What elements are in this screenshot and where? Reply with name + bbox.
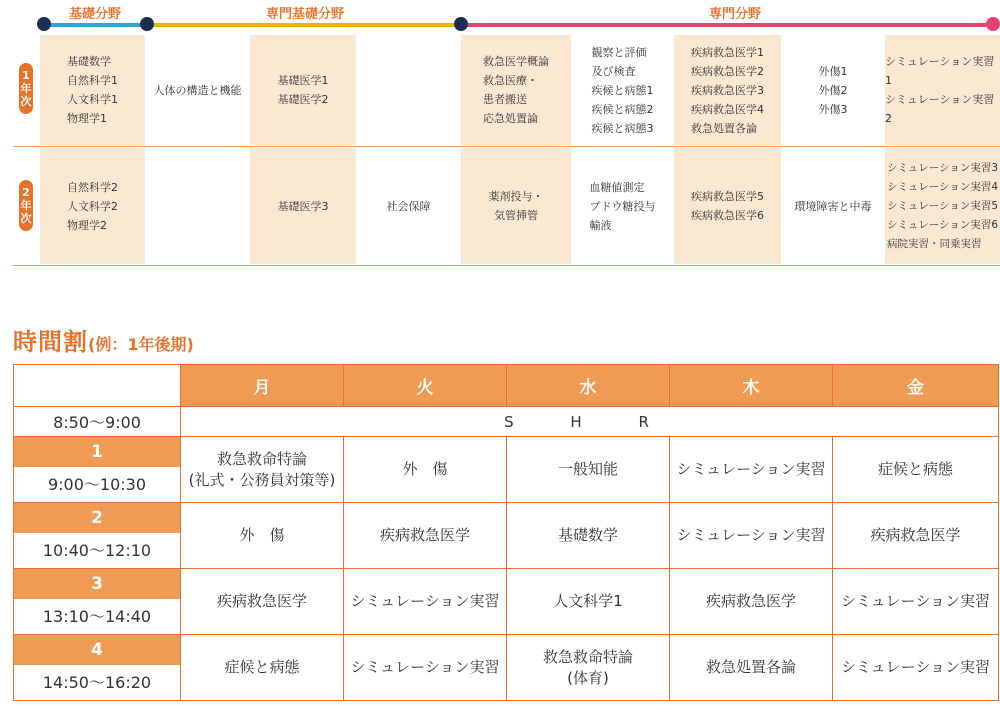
basic-field-line: [44, 23, 147, 27]
year-1-row: [13, 35, 1000, 145]
day-header-tue: 火: [344, 365, 507, 407]
period-number: 3: [14, 569, 180, 599]
social-security-cell: [356, 35, 461, 145]
simulation-cell: シミュレーション実習3 シミュレーション実習4 シミュレーション実習5 シミュレーション実習6 病院実習・同乗実習: [885, 148, 1000, 264]
drug-administration-cell: 薬剤投与・ 気管挿管: [461, 148, 571, 264]
specialty-field-line: [461, 23, 993, 27]
shr-label: S H R: [181, 407, 999, 437]
year-2-badge: 2 年 次: [19, 180, 33, 231]
class-slot: 症候と病態: [833, 437, 999, 503]
basic-subjects-cell: 自然科学2 人文科学2 物理学2: [40, 148, 145, 264]
year-2-row: [13, 148, 1000, 264]
emergency-intro-cell: 救急医学概論 救急医療・ 患者搬送 応急処置論: [461, 35, 571, 145]
period-time: 13:10〜14:40: [42, 607, 152, 626]
class-slot: 救急救命特論 (体育): [507, 635, 670, 701]
timetable-subtitle: (例：1年後期): [88, 335, 194, 354]
period-2-cell: [14, 503, 181, 569]
period-4-cell: [14, 635, 181, 701]
specialty-field-label: 専門分野: [708, 7, 761, 22]
class-slot: 疾病救急医学: [670, 569, 833, 635]
period-1-row: [14, 437, 999, 503]
period-4-row: [14, 635, 999, 701]
day-header-fri: 金: [833, 365, 999, 407]
class-slot: 症候と病態: [181, 635, 344, 701]
period-number: 1: [14, 437, 180, 467]
glucose-cell: 血糖値測定 ブドウ糖投与 輸液: [589, 180, 656, 232]
timetable: [13, 364, 999, 701]
class-slot: 救急救命特論 (礼式・公務員対策等): [181, 437, 344, 503]
anatomy-cell: 人体の構造と機能: [153, 83, 242, 97]
class-slot: 外 傷: [181, 503, 344, 569]
class-slot: 疾病救急医学: [833, 503, 999, 569]
basic-field-label: 基礎分野: [68, 7, 121, 22]
disease-emergency-cell: 疾病救急医学1 疾病救急医学2 疾病救急医学3 疾病救急医学4 救急処置各論: [674, 35, 781, 145]
anatomy-cell: [145, 148, 250, 264]
row-divider: [13, 265, 1000, 266]
class-slot: 人文科学1: [507, 569, 670, 635]
timetable-header-row: [14, 365, 999, 407]
row-divider: [13, 146, 1000, 147]
social-security-cell: 社会保障: [386, 199, 431, 213]
class-slot: 救急処置各論: [670, 635, 833, 701]
corner-cell: [14, 365, 181, 407]
class-slot: シミュレーション実習: [833, 569, 999, 635]
day-header-mon: 月: [181, 365, 344, 407]
period-number: 4: [14, 635, 180, 665]
period-3-row: [14, 569, 999, 635]
pre-specialty-field-label: 専門基礎分野: [265, 7, 344, 22]
year-1-badge: 1 年 次: [19, 63, 33, 114]
timetable-title: [13, 322, 194, 357]
timetable-title-text: 時間割: [13, 328, 88, 356]
shr-row: [14, 407, 999, 437]
period-time: 9:00〜10:30: [47, 475, 147, 494]
class-slot: 疾病救急医学: [344, 503, 507, 569]
environment-cell: 環境障害と中毒: [794, 199, 872, 213]
class-slot: シミュレーション実習: [670, 437, 833, 503]
disease-emergency-cell: 疾病救急医学5 疾病救急医学6: [674, 148, 781, 264]
class-slot: 基礎数学: [507, 503, 670, 569]
class-slot: シミュレーション実習: [344, 569, 507, 635]
basic-medicine-cell: 基礎医学3: [250, 148, 356, 264]
class-slot: シミュレーション実習: [670, 503, 833, 569]
timeline-dot: [986, 17, 1000, 31]
day-header-wed: 水: [507, 365, 670, 407]
observation-cell: 観察と評価 及び検査 疾候と病態1 疾候と病態2 疾候と病態3: [591, 45, 654, 135]
period-2-row: [14, 503, 999, 569]
class-slot: 疾病救急医学: [181, 569, 344, 635]
period-time: 10:40〜12:10: [42, 541, 152, 560]
class-slot: 一般知能: [507, 437, 670, 503]
period-number: 2: [14, 503, 180, 533]
class-slot: シミュレーション実習: [833, 635, 999, 701]
basic-subjects-cell: 基礎数学 自然科学1 人文科学1 物理学1: [40, 35, 145, 145]
period-1-cell: [14, 437, 181, 503]
class-slot: シミュレーション実習: [344, 635, 507, 701]
day-header-thu: 木: [670, 365, 833, 407]
basic-medicine-cell: 基礎医学1 基礎医学2: [250, 35, 356, 145]
shr-time: 8:50〜9:00: [14, 407, 181, 437]
class-slot: 外 傷: [344, 437, 507, 503]
period-time: 14:50〜16:20: [42, 673, 152, 692]
timeline-dot: [454, 17, 468, 31]
period-3-cell: [14, 569, 181, 635]
simulation-cell: シミュレーション実習1 シミュレーション実習2: [885, 35, 1000, 145]
trauma-cell: 外傷1 外傷2 外傷3: [818, 64, 848, 116]
pre-specialty-field-line: [147, 23, 461, 27]
